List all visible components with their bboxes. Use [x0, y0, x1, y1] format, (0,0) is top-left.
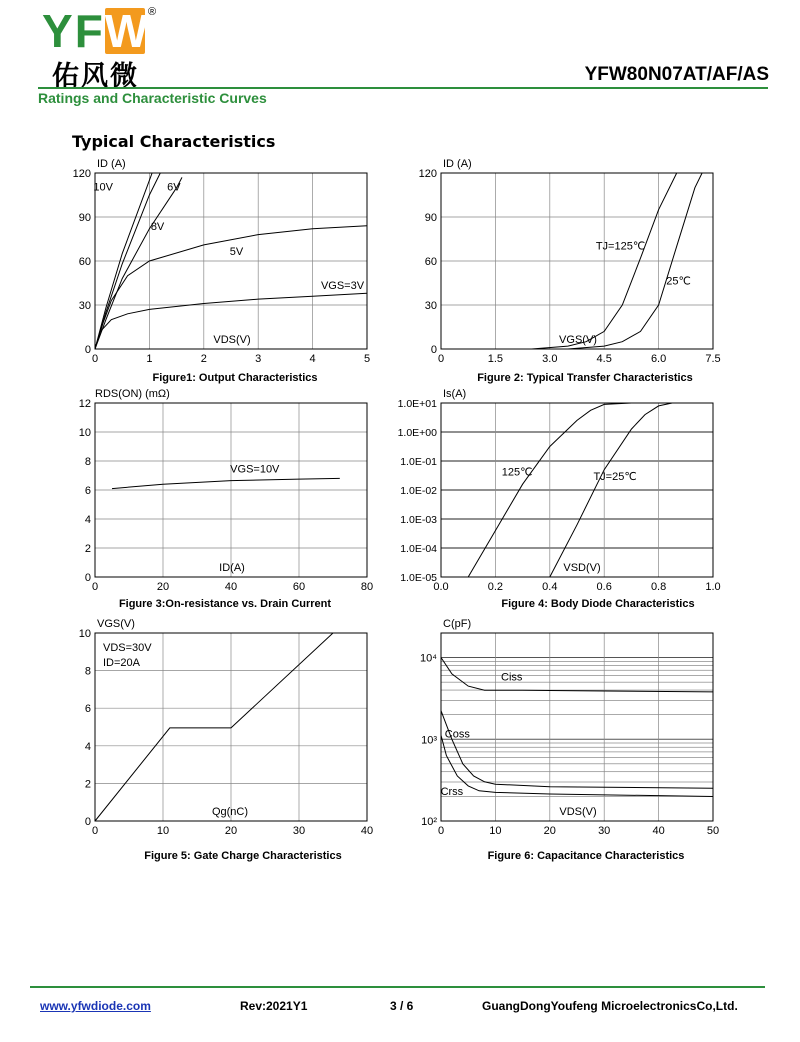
fig5-xtick-label: 10	[156, 825, 170, 837]
fig6-ytick-label: 10⁴	[420, 652, 437, 665]
fig3-xtick-label: 40	[224, 581, 238, 593]
fig1-series-label-0: 10V	[93, 181, 113, 194]
fig2-xtick-label: 1.5	[487, 353, 504, 365]
fig3-ytick-label: 8	[84, 456, 91, 468]
fig2-ytick-label: 120	[418, 168, 437, 180]
fig3-caption: Figure 3:On-resistance vs. Drain Current	[118, 598, 332, 610]
logo-letter-f: F	[74, 5, 105, 57]
fig4-xtick-label: 0.2	[487, 581, 504, 593]
fig5-xtick-label: 30	[292, 825, 306, 837]
fig3-xlabel: ID(A)	[219, 562, 245, 574]
fig3-xtick-label: 0	[91, 581, 99, 593]
fig4-ytick-label: 1.0E-04	[400, 543, 437, 555]
fig6-ylabel: C(pF)	[443, 618, 472, 630]
fig1-xtick-label: 2	[200, 353, 207, 365]
fig1-series-label-1: 6V	[167, 181, 181, 194]
fig5-ytick-label: 2	[84, 778, 91, 791]
fig6-xlabel: VDS(V)	[559, 806, 597, 818]
fig6-xtick-label: 30	[598, 825, 611, 837]
footer-divider	[30, 986, 765, 988]
fig5-ytick-label: 4	[84, 740, 91, 753]
fig1-xtick-label: 1	[146, 353, 153, 365]
logo-letter-y: Y	[42, 5, 75, 57]
fig5-xtick-label: 0	[91, 825, 99, 837]
fig5-chart	[79, 618, 373, 862]
typical-characteristics-heading: Typical Characteristics	[72, 132, 276, 151]
document-title: YFW80N07AT/AF/AS	[584, 64, 769, 85]
fig6-xtick-label: 40	[652, 825, 665, 837]
logo-chinese-name: 佑风微	[52, 61, 139, 92]
fig4-ytick-label: 1.0E-01	[400, 456, 437, 468]
fig4-ytick-label: 1.0E-02	[400, 485, 437, 497]
fig2-xtick-label: 4.5	[596, 353, 612, 365]
fig5-annotation-0: VDS=30V	[103, 642, 152, 654]
fig1-ytick-label: 60	[78, 256, 91, 268]
fig1-chart	[73, 158, 370, 384]
fig6-xtick-label: 20	[543, 825, 556, 837]
fig5-ytick-label: 0	[84, 816, 91, 828]
fig6-series-label-1: Coss	[444, 728, 470, 741]
fig5-xtick-label: 40	[360, 825, 374, 837]
fig2-caption: Figure 2: Typical Transfer Characteristics	[477, 372, 693, 384]
fig6-chart	[420, 618, 719, 862]
fig2-ytick-label: 60	[424, 256, 437, 268]
fig5-xlabel: Qg(nC)	[211, 806, 249, 818]
fig3-xtick-label: 60	[292, 581, 306, 593]
fig2-xlabel: VGS(V)	[559, 334, 597, 346]
fig1-ytick-label: 120	[72, 168, 91, 180]
fig6-series-1	[441, 711, 713, 789]
fig4-ytick-label: 1.0E-03	[400, 514, 437, 526]
fig4-xlabel: VSD(V)	[563, 562, 601, 574]
fig3-ytick-label: 12	[78, 398, 91, 410]
fig3-ytick-label: 4	[84, 514, 91, 526]
fig4-xtick-label: 0.6	[596, 581, 612, 593]
fig1-xtick-label: 0	[91, 353, 99, 365]
fig1-series-label-2: 8V	[150, 221, 165, 234]
fig5-ytick-label: 6	[84, 703, 91, 716]
fig3-ytick-label: 10	[78, 427, 91, 439]
fig4-xtick-label: 0.8	[650, 581, 667, 593]
fig6-caption: Figure 6: Capacitance Characteristics	[487, 850, 685, 862]
website-link[interactable]: www.yfwdiode.com	[40, 999, 151, 1013]
fig4-ylabel: Is(A)	[443, 388, 467, 400]
fig4-xtick-label: 0.0	[433, 581, 449, 593]
fig1-xlabel: VDS(V)	[213, 334, 251, 346]
fig6-series-0	[441, 658, 713, 692]
fig1-ytick-label: 30	[78, 300, 91, 312]
company-name: GuangDongYoufeng MicroelectronicsCo,Ltd.	[482, 999, 738, 1013]
fig5-xtick-label: 20	[224, 825, 238, 837]
fig4-series-label-1: TJ=25℃	[593, 470, 637, 483]
fig2-xtick-label: 7.5	[705, 353, 721, 365]
fig2-ytick-label: 90	[424, 212, 437, 224]
fig1-ytick-label: 90	[78, 212, 91, 224]
fig6-ytick-label: 10²	[421, 816, 437, 828]
fig2-xtick-label: 3.0	[542, 353, 558, 365]
fig6-series-label-0: Ciss	[501, 671, 523, 684]
fig1-ylabel: ID (A)	[97, 158, 126, 170]
fig3-ytick-label: 0	[84, 572, 91, 584]
fig1-xtick-label: 3	[255, 353, 262, 365]
fig1-xtick-label: 5	[363, 353, 371, 365]
fig6-ytick-label: 10³	[421, 734, 437, 747]
fig1-series-label-4: VGS=3V	[320, 279, 365, 292]
fig2-ytick-label: 0	[430, 344, 437, 356]
registered-mark: ®	[148, 6, 157, 18]
fig2-ytick-label: 30	[424, 300, 437, 312]
fig4-ytick-label: 1.0E+00	[397, 427, 437, 439]
fig4-ytick-label: 1.0E-05	[400, 572, 437, 584]
fig5-caption: Figure 5: Gate Charge Characteristics	[144, 850, 342, 862]
fig2-series-label-1: 25℃	[666, 275, 691, 288]
fig5-ytick-label: 10	[78, 628, 91, 640]
fig6-xtick-label: 10	[489, 825, 502, 837]
fig3-ylabel: RDS(ON) (mΩ)	[95, 388, 170, 400]
fig4-series-label-0: 125℃	[501, 466, 533, 479]
fig5-ylabel: VGS(V)	[97, 618, 135, 630]
fig4-caption: Figure 4: Body Diode Characteristics	[501, 598, 695, 610]
fig1-xtick-label: 4	[309, 353, 316, 365]
fig3-ytick-label: 2	[84, 543, 91, 555]
logo-letter-w: W	[104, 5, 151, 57]
fig4-ytick-label: 1.0E+01	[397, 398, 437, 410]
fig4-chart	[398, 388, 721, 610]
section-title: Ratings and Characteristic Curves	[38, 90, 267, 106]
fig2-xtick-label: 6.0	[650, 353, 667, 365]
fig6-series-label-2: Crss	[440, 785, 464, 798]
fig2-xtick-label: 0	[437, 353, 445, 365]
fig1-series-label-3: 5V	[229, 246, 244, 259]
fig3-xtick-label: 80	[360, 581, 374, 593]
fig3-xtick-label: 20	[156, 581, 170, 593]
fig4-xtick-label: 0.4	[542, 581, 558, 593]
fig2-series-label-0: TJ=125℃	[595, 240, 646, 253]
fig3-series-label-0: VGS=10V	[230, 463, 280, 476]
fig1-caption: Figure1: Output Characteristics	[152, 372, 318, 384]
fig6-xtick-label: 0	[437, 825, 445, 837]
page-number: 3 / 6	[390, 999, 414, 1013]
fig5-ytick-label: 8	[84, 665, 91, 678]
fig3-ytick-label: 6	[84, 485, 91, 497]
fig5-annotation-1: ID=20A	[103, 657, 140, 669]
fig4-xtick-label: 1.0	[705, 581, 721, 593]
fig2-chart	[419, 158, 721, 384]
fig6-xtick-label: 50	[706, 825, 720, 837]
fig3-chart	[79, 388, 373, 610]
fig3-series-0	[112, 478, 340, 488]
revision: Rev:2021Y1	[240, 999, 308, 1013]
fig2-ylabel: ID (A)	[443, 158, 472, 170]
fig1-ytick-label: 0	[84, 344, 91, 356]
